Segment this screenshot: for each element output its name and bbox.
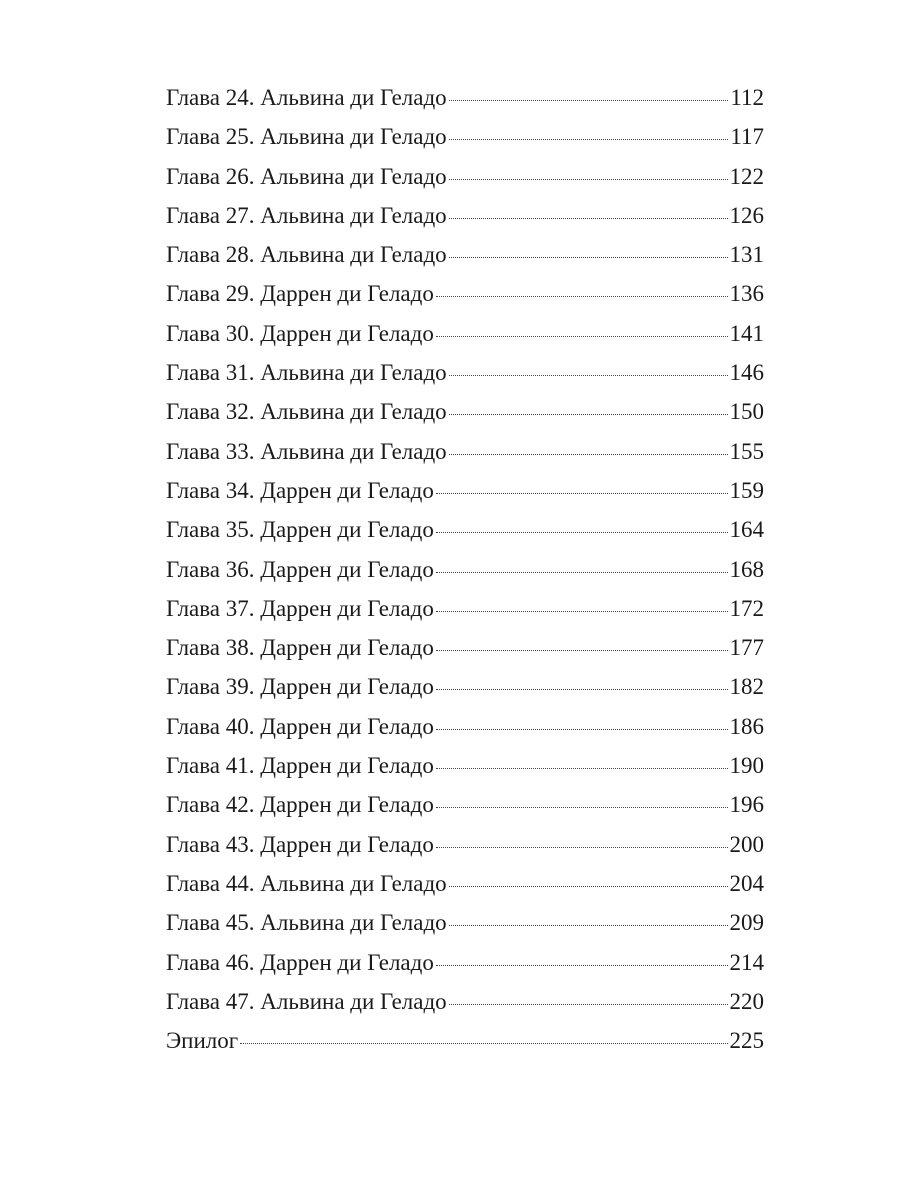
- toc-entry-page: 220: [729, 988, 764, 1014]
- dot-leader: [449, 454, 728, 455]
- toc-entry-page: 172: [729, 595, 764, 621]
- toc-entry-page: 150: [729, 399, 764, 425]
- toc-entry-page: 168: [729, 556, 764, 582]
- toc-entry-title: Глава 30. Даррен ди Геладо: [166, 320, 434, 346]
- toc-entry-page: 159: [729, 477, 764, 503]
- dot-leader: [449, 375, 728, 376]
- toc-entry-title: Глава 29. Даррен ди Геладо: [166, 281, 434, 307]
- toc-entry-epilogue: [166, 1021, 764, 1060]
- toc-entry: [166, 943, 764, 982]
- toc-entry-title: Глава 36. Даррен ди Геладо: [166, 556, 434, 582]
- dot-leader: [436, 611, 728, 612]
- toc-entry-page: 190: [729, 753, 764, 779]
- dot-leader: [449, 218, 728, 219]
- dot-leader: [436, 296, 728, 297]
- dot-leader: [449, 257, 728, 258]
- dot-leader: [449, 1004, 728, 1005]
- toc-entry-title: Глава 47. Альвина ди Геладо: [166, 988, 447, 1014]
- toc-entry: [166, 392, 764, 431]
- toc-entry-page: 155: [729, 438, 764, 464]
- toc-entry: [166, 589, 764, 628]
- toc-entry-page: 177: [729, 635, 764, 661]
- dot-leader: [436, 493, 728, 494]
- toc-entry-title: Глава 38. Даррен ди Геладо: [166, 635, 434, 661]
- dot-leader: [449, 139, 729, 140]
- toc-entry-page: 186: [729, 713, 764, 739]
- toc-entry-page: 112: [730, 85, 764, 110]
- toc-entry-page: 214: [729, 949, 764, 975]
- dot-leader: [436, 965, 728, 966]
- dot-leader: [436, 650, 728, 651]
- dot-leader: [449, 886, 728, 887]
- toc-entry: [166, 314, 764, 353]
- toc-entry: [166, 667, 764, 706]
- toc-entry-title: Глава 27. Альвина ди Геладо: [166, 202, 447, 228]
- toc-entry-title: Глава 43. Даррен ди Геладо: [166, 831, 434, 857]
- toc-entry-title: Глава 44. Альвина ди Геладо: [166, 870, 447, 896]
- toc-entry: [166, 432, 764, 471]
- toc-entry-title: Глава 39. Даррен ди Геладо: [166, 674, 434, 700]
- toc-entry: [166, 471, 764, 510]
- dot-leader: [240, 1043, 727, 1044]
- toc-entry: [166, 157, 764, 196]
- toc-entry-page: 209: [729, 910, 764, 936]
- toc-entry-title: Глава 25. Альвина ди Геладо: [166, 124, 447, 150]
- toc-entry-title: Глава 42. Даррен ди Геладо: [166, 792, 434, 818]
- toc-entry-page: 126: [729, 202, 764, 228]
- toc-entry: [166, 864, 764, 903]
- toc-entry-page: 136: [729, 281, 764, 307]
- toc-entry-page: 122: [729, 163, 764, 189]
- toc-entry-page: 200: [729, 831, 764, 857]
- toc-entry: [166, 235, 764, 274]
- dot-leader: [449, 925, 728, 926]
- dot-leader: [436, 689, 728, 690]
- dot-leader: [449, 100, 729, 101]
- toc-entry: [166, 353, 764, 392]
- dot-leader: [436, 336, 728, 337]
- toc-entry: [166, 196, 764, 235]
- toc-entry: [166, 510, 764, 549]
- toc-entry: [166, 628, 764, 667]
- toc-entry-title: Глава 32. Альвина ди Геладо: [166, 399, 447, 425]
- toc-entry: [166, 78, 764, 117]
- toc-entry: [166, 707, 764, 746]
- toc-entry: [166, 825, 764, 864]
- table-of-contents: [166, 78, 764, 1060]
- toc-entry-page: 164: [729, 517, 764, 543]
- dot-leader: [449, 179, 728, 180]
- dot-leader: [436, 729, 728, 730]
- dot-leader: [436, 847, 728, 848]
- toc-entry-page: 146: [729, 360, 764, 386]
- toc-entry-title: Глава 33. Альвина ди Геладо: [166, 438, 447, 464]
- toc-entry-title: Глава 35. Даррен ди Геладо: [166, 517, 434, 543]
- toc-entry: [166, 274, 764, 313]
- toc-entry-title: Глава 26. Альвина ди Геладо: [166, 163, 447, 189]
- toc-entry: [166, 903, 764, 942]
- toc-entry-page: 141: [729, 320, 764, 346]
- toc-entry-title: Глава 31. Альвина ди Геладо: [166, 360, 447, 386]
- toc-entry-title: Глава 24. Альвина ди Геладо: [166, 85, 447, 110]
- dot-leader: [436, 572, 728, 573]
- toc-entry-title: Глава 41. Даррен ди Геладо: [166, 753, 434, 779]
- toc-entry-title: Эпилог: [166, 1028, 239, 1054]
- toc-entry-page: 204: [729, 870, 764, 896]
- toc-entry-page: 196: [729, 792, 764, 818]
- toc-entry: [166, 746, 764, 785]
- dot-leader: [436, 768, 728, 769]
- toc-entry-title: Глава 45. Альвина ди Геладо: [166, 910, 447, 936]
- toc-entry: [166, 117, 764, 156]
- toc-entry-page: 117: [730, 124, 764, 150]
- toc-entry-title: Глава 37. Даррен ди Геладо: [166, 595, 434, 621]
- toc-entry-page: 182: [729, 674, 764, 700]
- toc-entry: [166, 550, 764, 589]
- toc-entry-page: 225: [729, 1028, 764, 1054]
- dot-leader: [436, 532, 728, 533]
- toc-entry: [166, 785, 764, 824]
- toc-entry-title: Глава 46. Даррен ди Геладо: [166, 949, 434, 975]
- toc-entry-title: Глава 40. Даррен ди Геладо: [166, 713, 434, 739]
- toc-entry-title: Глава 34. Даррен ди Геладо: [166, 477, 434, 503]
- toc-entry-title: Глава 28. Альвина ди Геладо: [166, 242, 447, 268]
- dot-leader: [449, 414, 728, 415]
- dot-leader: [436, 807, 728, 808]
- toc-entry: [166, 982, 764, 1021]
- toc-entry-page: 131: [729, 242, 764, 268]
